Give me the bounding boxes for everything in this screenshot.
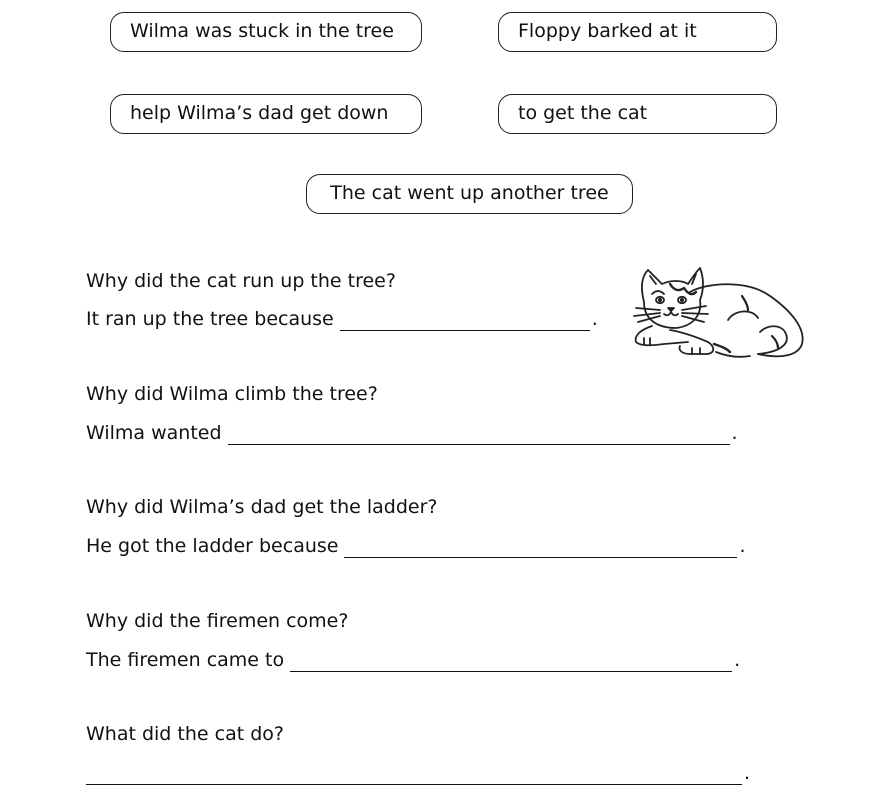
- question-text: Why did the cat run up the tree?: [86, 270, 396, 292]
- question-text: Why did the firemen come?: [86, 610, 349, 632]
- answer-blank[interactable]: [344, 537, 737, 558]
- word-bank-option[interactable]: help Wilma’s dad get down: [110, 94, 422, 134]
- word-bank-option[interactable]: The cat went up another tree: [306, 174, 633, 214]
- answer-period: .: [731, 422, 738, 444]
- cat-icon: [630, 266, 808, 364]
- word-bank-option[interactable]: Floppy barked at it: [498, 12, 777, 52]
- word-bank-option[interactable]: to get the cat: [498, 94, 777, 134]
- answer-blank[interactable]: [290, 651, 732, 672]
- question-text: What did the cat do?: [86, 723, 284, 745]
- answer-period: .: [739, 535, 746, 557]
- answer-line: [86, 648, 740, 672]
- answer-period: .: [734, 649, 741, 671]
- answer-line: [86, 761, 750, 785]
- answer-prefix: It ran up the tree because: [86, 308, 334, 330]
- answer-period: .: [744, 762, 751, 784]
- answer-period: .: [591, 308, 598, 330]
- answer-line: [86, 307, 598, 331]
- question-text: Why did Wilma’s dad get the ladder?: [86, 496, 438, 518]
- question-text: Why did Wilma climb the tree?: [86, 383, 378, 405]
- answer-blank[interactable]: [340, 310, 590, 331]
- answer-prefix: The firemen came to: [86, 649, 285, 671]
- answer-line: [86, 421, 738, 445]
- answer-line: [86, 534, 746, 558]
- word-bank-option[interactable]: Wilma was stuck in the tree: [110, 12, 422, 52]
- answer-prefix: He got the ladder because: [86, 535, 339, 557]
- answer-blank[interactable]: [228, 424, 730, 445]
- answer-blank[interactable]: [86, 764, 742, 785]
- answer-prefix: Wilma wanted: [86, 422, 222, 444]
